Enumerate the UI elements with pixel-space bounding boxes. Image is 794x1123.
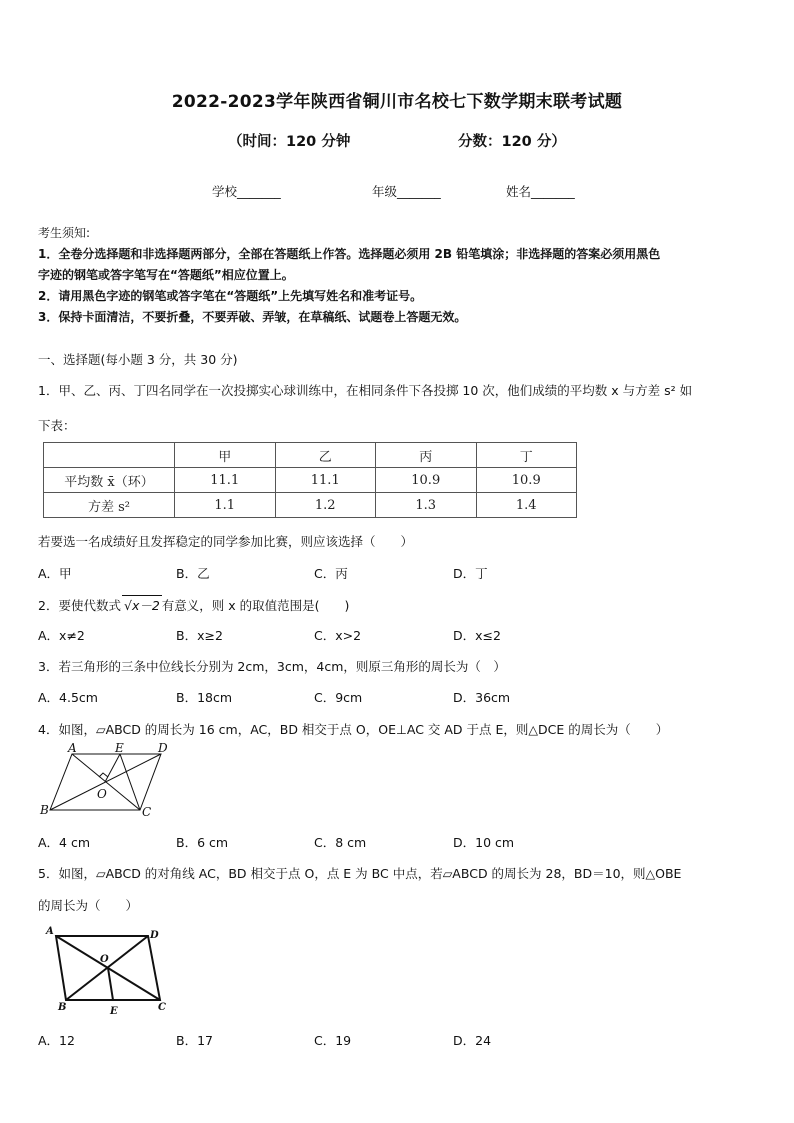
option-d: D．丁 bbox=[453, 566, 488, 581]
option-a: A．x≠2 bbox=[38, 628, 85, 643]
vertex-label: D bbox=[158, 742, 168, 755]
question-2-pre: 2．要使代数式 bbox=[38, 598, 121, 613]
table-cell: 11.1 bbox=[175, 468, 276, 493]
question-4-stem: 4．如图，▱ABCD 的周长为 16 cm，AC，BD 相交于点 O，OE⊥AC 交 AD 于点 E，则△DCE 的周长为（ ） bbox=[38, 722, 669, 737]
option-d: D．24 bbox=[453, 1033, 492, 1048]
table-cell: 方差 s² bbox=[44, 493, 175, 518]
table-cell bbox=[44, 443, 175, 468]
vertex-label: O bbox=[100, 954, 109, 965]
question-5-line1: 5．如图，▱ABCD 的对角线 AC，BD 相交于点 O，点 E 为 BC 中点，若▱ABCD 的周长为 28，BD＝10，则△OBE bbox=[38, 866, 682, 881]
option-a: A．12 bbox=[38, 1033, 75, 1048]
school-field: 学校_______ bbox=[212, 184, 281, 199]
segment-oe bbox=[108, 968, 113, 1000]
table-cell: 1.1 bbox=[175, 493, 276, 518]
table-cell: 乙 bbox=[275, 443, 376, 468]
table-row bbox=[44, 443, 577, 468]
table-cell: 11.1 bbox=[275, 468, 376, 493]
note-item: 3．保持卡面清洁，不要折叠，不要弄破、弄皱，在草稿纸、试题卷上答题无效。 bbox=[38, 310, 467, 324]
name-field: 姓名_______ bbox=[506, 184, 575, 199]
note-item: 字迹的钢笔或答字笔写在“答题纸”相应位置上。 bbox=[38, 268, 294, 282]
score-table bbox=[43, 442, 577, 518]
page-title: 2022-2023学年陕西省铜川市名校七下数学期末联考试题 bbox=[171, 92, 623, 112]
table-row bbox=[44, 468, 577, 493]
right-angle-mark bbox=[99, 773, 108, 777]
table-cell: 1.3 bbox=[376, 493, 477, 518]
option-a: A．4.5cm bbox=[38, 690, 98, 705]
table-cell: 丁 bbox=[476, 443, 577, 468]
notes-heading: 考生须知: bbox=[38, 226, 91, 240]
table-cell: 平均数 x̄（环） bbox=[44, 468, 175, 493]
parallelogram-figure-q4 bbox=[36, 742, 176, 822]
radical-expression: √x－2 bbox=[122, 595, 162, 614]
option-a: A．甲 bbox=[38, 566, 72, 581]
option-c: C．8 cm bbox=[314, 835, 367, 850]
table-cell: 甲 bbox=[175, 443, 276, 468]
question-2-stem bbox=[38, 595, 349, 614]
table-cell: 1.2 bbox=[275, 493, 376, 518]
option-a: A．4 cm bbox=[38, 835, 91, 850]
table-cell: 1.4 bbox=[476, 493, 577, 518]
diagonal-bd bbox=[66, 936, 148, 1000]
table-cell: 10.9 bbox=[476, 468, 577, 493]
vertex-label: D bbox=[150, 930, 159, 941]
option-c: C．丙 bbox=[314, 566, 348, 581]
vertex-label: E bbox=[115, 742, 124, 755]
vertex-label: B bbox=[40, 803, 49, 817]
option-d: D．36cm bbox=[453, 690, 511, 705]
exam-score: 分数：120 分） bbox=[458, 134, 566, 150]
question-2-post: 有意义，则 x 的取值范围是( ) bbox=[161, 598, 350, 613]
exam-time: （时间：120 分钟 bbox=[228, 134, 351, 150]
option-c: C．19 bbox=[314, 1033, 352, 1048]
grade-field: 年级_______ bbox=[372, 184, 441, 199]
option-b: B．6 cm bbox=[176, 835, 229, 850]
note-item: 2．请用黑色字迹的钢笔或答字笔在“答题纸”上先填写姓名和准考证号。 bbox=[38, 289, 423, 303]
table-cell: 10.9 bbox=[376, 468, 477, 493]
vertex-label: E bbox=[110, 1006, 118, 1017]
option-b: B．18cm bbox=[176, 690, 233, 705]
option-d: D．x≤2 bbox=[453, 628, 501, 643]
vertex-label: A bbox=[68, 742, 77, 755]
radicand: x－2 bbox=[131, 598, 160, 613]
question-3-stem: 3．若三角形的三条中位线长分别为 2cm，3cm，4cm，则原三角形的周长为（ ） bbox=[38, 659, 506, 674]
segment-oe bbox=[105, 754, 120, 782]
question-1-line1: 1．甲、乙、丙、丁四名同学在一次投掷实心球训练中，在相同条件下各投掷 10 次，他们成绩的平均数 x 与方差 s² 如 bbox=[38, 383, 693, 398]
table-row bbox=[44, 493, 577, 518]
vertex-label: O bbox=[97, 787, 107, 801]
option-b: B．x≥2 bbox=[176, 628, 223, 643]
vertex-label: B bbox=[58, 1002, 67, 1013]
question-5-line2: 的周长为（ ） bbox=[38, 898, 139, 913]
parallelogram-figure-q5 bbox=[40, 922, 180, 1018]
table-cell: 丙 bbox=[376, 443, 477, 468]
option-b: B．乙 bbox=[176, 566, 210, 581]
vertex-label: A bbox=[46, 926, 54, 937]
option-c: C．x>2 bbox=[314, 628, 362, 643]
section-heading: 一、选择题(每小题 3 分，共 30 分) bbox=[38, 352, 238, 367]
note-item: 1．全卷分选择题和非选择题两部分，全部在答题纸上作答。选择题必须用 2B 铅笔填涂；非选择题的答案必须用黑色 bbox=[38, 247, 661, 261]
vertex-label: C bbox=[142, 805, 152, 819]
question-1-stem: 若要选一名成绩好且发挥稳定的同学参加比赛，则应该选择（ ） bbox=[38, 534, 414, 549]
vertex-label: C bbox=[158, 1002, 166, 1013]
option-d: D．10 cm bbox=[453, 835, 515, 850]
option-b: B．17 bbox=[176, 1033, 213, 1048]
option-c: C．9cm bbox=[314, 690, 363, 705]
question-1-line2: 下表： bbox=[38, 418, 76, 433]
